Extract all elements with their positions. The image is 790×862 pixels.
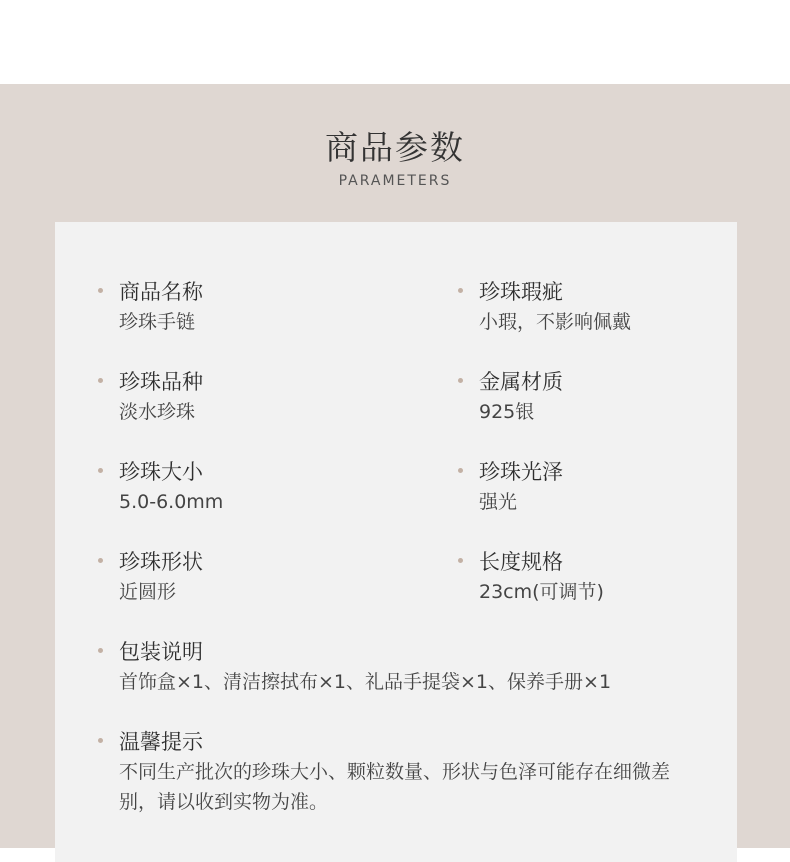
param-label: 珍珠瑕疵: [479, 280, 563, 304]
param-value: 925银: [479, 401, 535, 423]
param-value: 不同生产批次的珍珠大小、颗粒数量、形状与色泽可能存在细微差别，请以收到实物为准。: [119, 761, 671, 813]
bullet-dot: [98, 468, 103, 473]
param-metal-material: [479, 367, 563, 427]
param-value: 淡水珍珠: [119, 401, 196, 423]
bullet-dot: [98, 378, 103, 383]
bullet-dot: [98, 288, 103, 293]
param-pearl-variety: [119, 367, 203, 427]
top-blank-area: [0, 0, 790, 84]
bullet-dot: [458, 558, 463, 563]
param-label: 金属材质: [479, 370, 563, 394]
bullet-dot: [98, 558, 103, 563]
bullet-dot: [458, 468, 463, 473]
param-value: 珍珠手链: [119, 311, 196, 333]
param-value: 5.0-6.0mm: [119, 491, 224, 513]
param-label: 珍珠光泽: [479, 460, 563, 484]
param-label: 商品名称: [119, 280, 203, 304]
section-title: 商品参数: [325, 128, 465, 167]
param-notice: [119, 727, 675, 817]
param-product-name: [119, 277, 203, 337]
param-label: 包装说明: [119, 640, 203, 664]
bullet-dot: [458, 378, 463, 383]
param-value: 强光: [479, 491, 518, 513]
bullet-dot: [98, 738, 103, 743]
param-pearl-shape: [119, 547, 203, 607]
param-label: 珍珠形状: [119, 550, 203, 574]
param-packaging: [119, 637, 611, 697]
param-pearl-luster: [479, 457, 563, 517]
param-pearl-flaw: [479, 277, 631, 337]
param-pearl-size: [119, 457, 223, 517]
bullet-dot: [458, 288, 463, 293]
param-length-spec: [479, 547, 604, 607]
param-value: 首饰盒×1、清洁擦拭布×1、礼品手提袋×1、保养手册×1: [119, 671, 612, 693]
param-label: 珍珠品种: [119, 370, 203, 394]
bullet-dot: [98, 648, 103, 653]
param-value: 23cm(可调节): [479, 581, 604, 603]
param-label: 珍珠大小: [119, 460, 203, 484]
section-subtitle: PARAMETERS: [338, 173, 452, 189]
param-value: 小瑕，不影响佩戴: [479, 311, 632, 333]
param-value: 近圆形: [119, 581, 177, 603]
param-label: 长度规格: [479, 550, 563, 574]
param-label: 温馨提示: [119, 730, 203, 754]
